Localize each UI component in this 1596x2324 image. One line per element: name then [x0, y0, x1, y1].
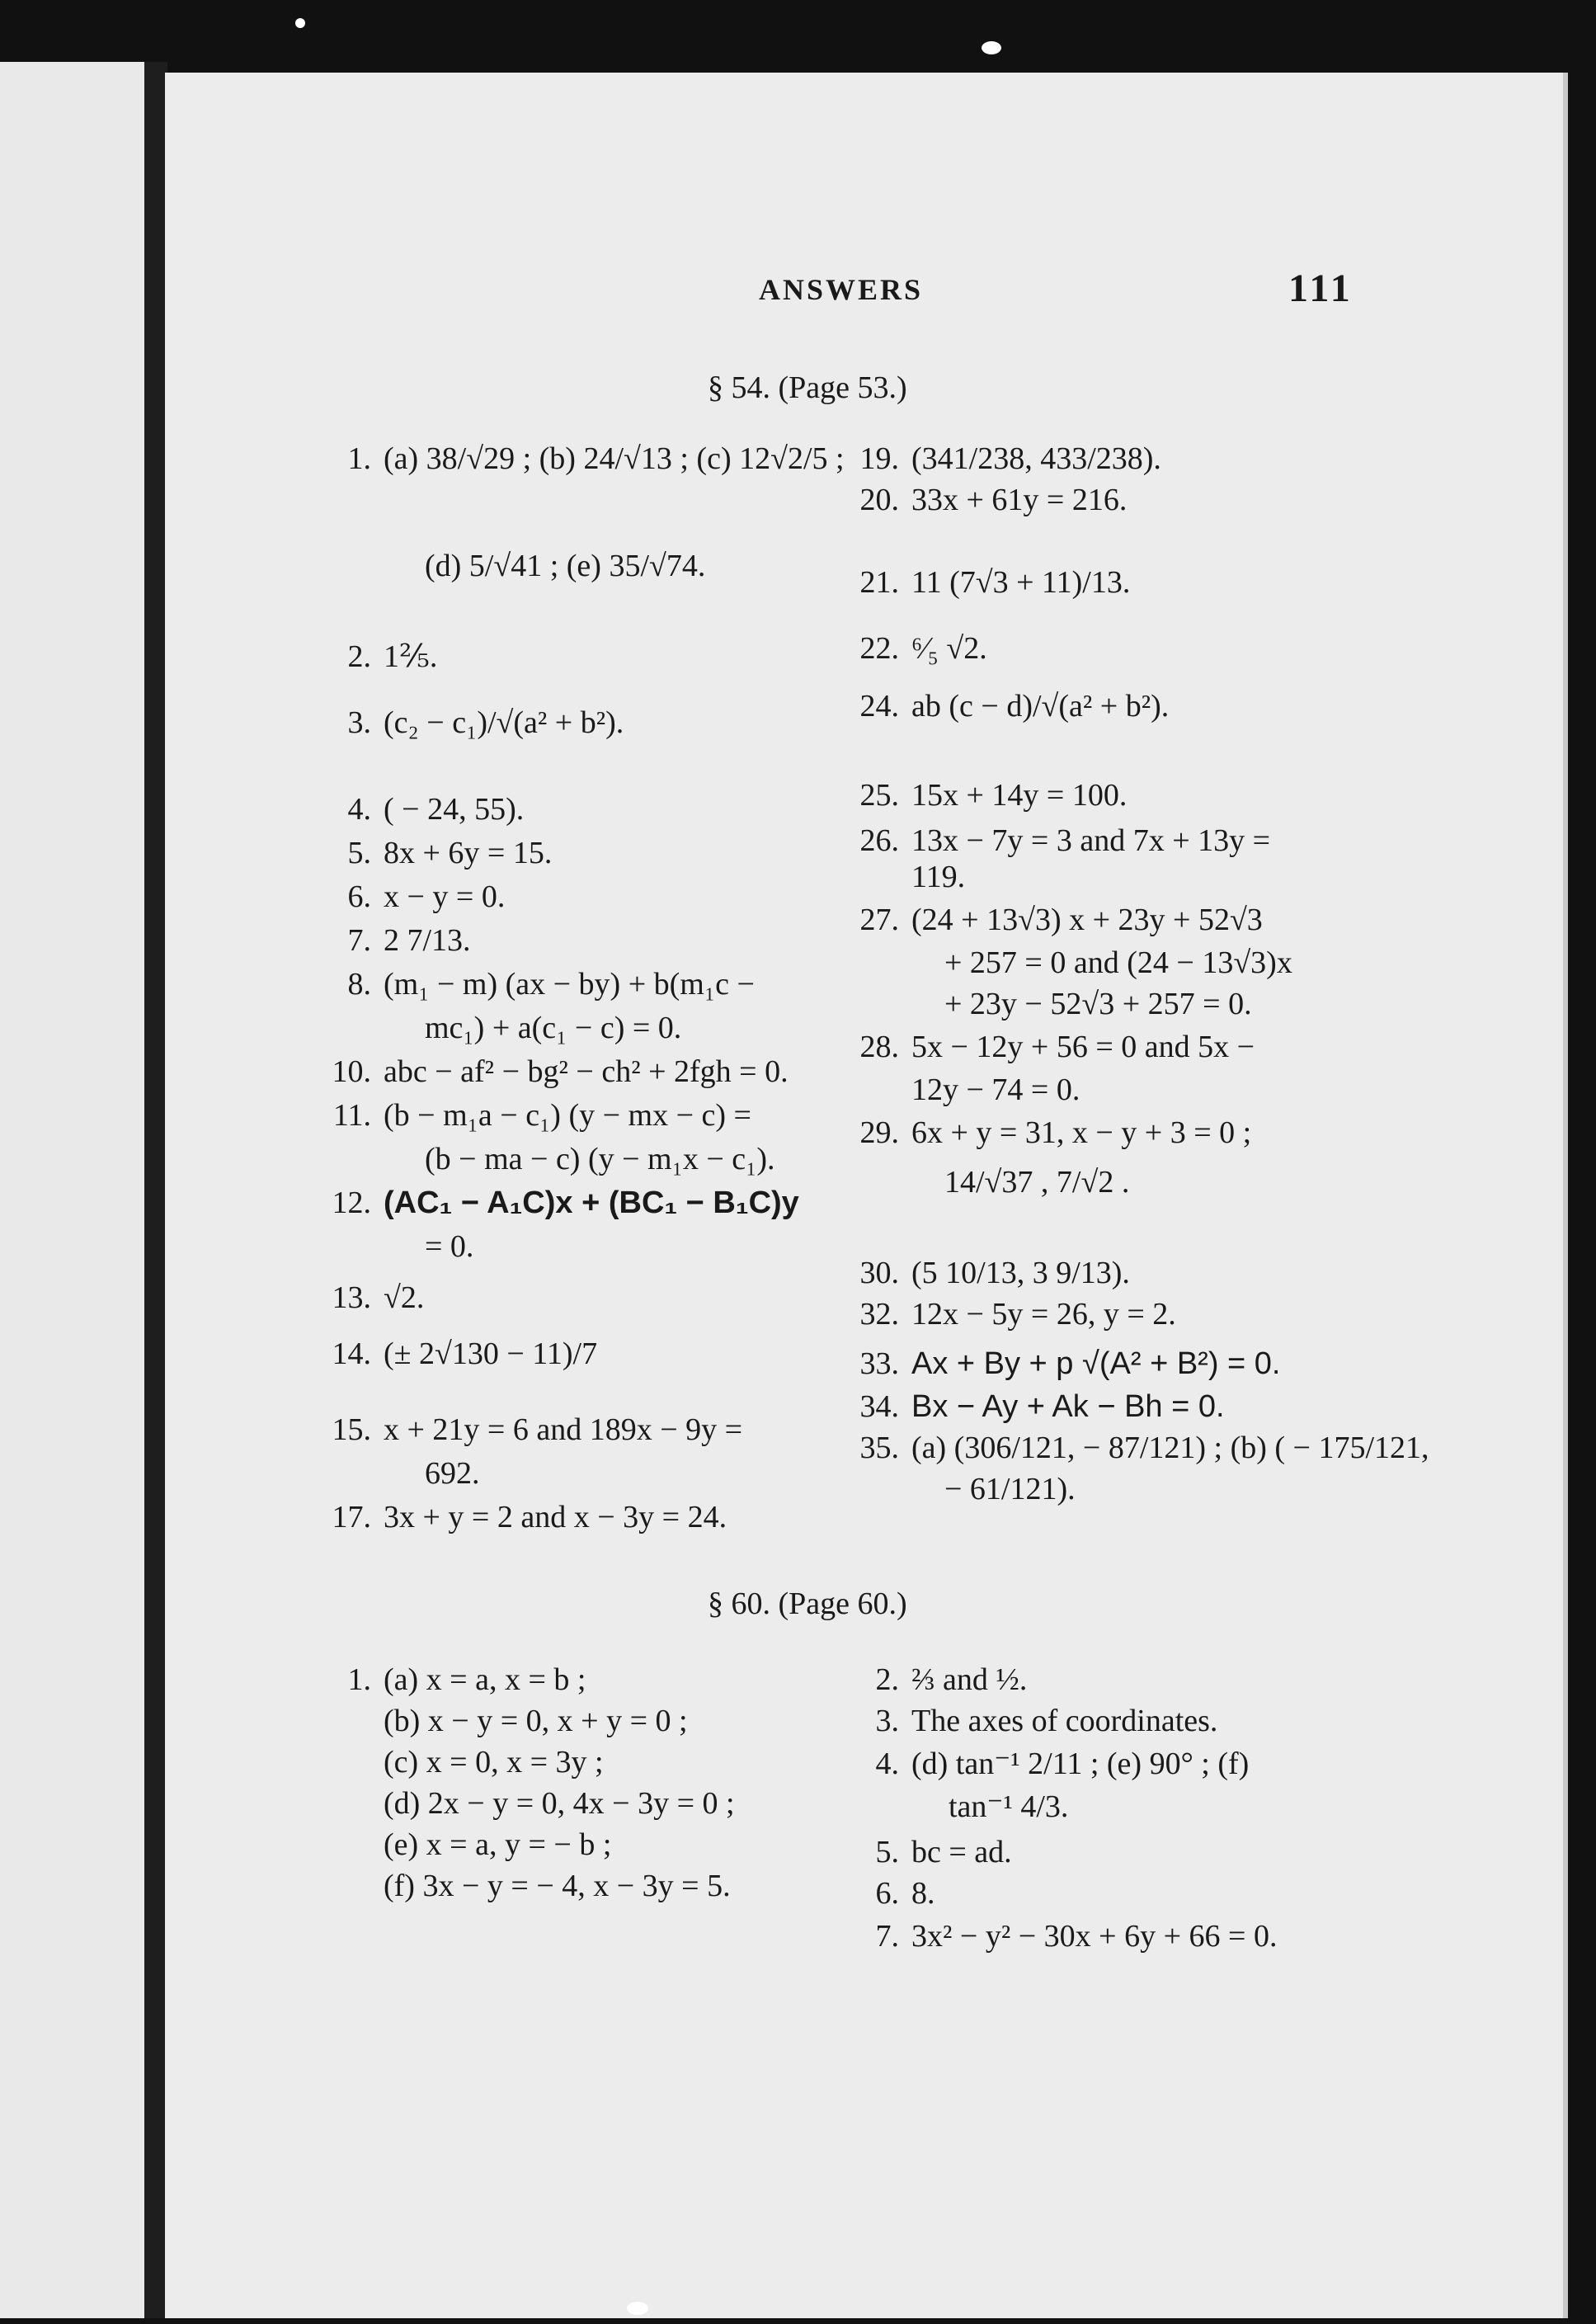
- answer-number: 8.: [347, 967, 371, 1002]
- answer-item: [330, 1276, 825, 1332]
- answer-item: [854, 856, 1365, 898]
- answer-number: 11.: [332, 1098, 371, 1133]
- answer-text: (d) tan⁻¹ 2/11 ; (e) 90° ; (f): [911, 1747, 1250, 1781]
- answer-text: 5x − 12y + 56 = 0 and 5x −: [911, 1030, 1255, 1064]
- answer-item: [854, 941, 1365, 983]
- answer-text: (m₁ − m) (ax − by) + b(m₁c −: [384, 967, 755, 1002]
- answer-number: 6.: [347, 879, 371, 914]
- answer-text: (b − ma − c) (y − m₁x − c₁).: [425, 1142, 775, 1176]
- scan-speck: [982, 41, 1001, 54]
- answer-number: 5.: [875, 1835, 899, 1869]
- answer-number: 34.: [859, 1389, 899, 1424]
- answer-text: (AC₁ − A₁C)x + (BC₁ − B₁C)y: [384, 1186, 799, 1220]
- answer-number: 7.: [875, 1919, 899, 1954]
- answer-text: (24 + 13√3) x + 23y + 52√3: [911, 903, 1263, 937]
- answer-text: + 23y − 52√3 + 257 = 0.: [944, 987, 1252, 1021]
- answer-number: 26.: [859, 823, 899, 858]
- answer-item: [330, 788, 825, 832]
- answer-item: [854, 1293, 1365, 1342]
- answer-item: [330, 1094, 825, 1138]
- answer-number: 13.: [332, 1280, 371, 1315]
- answer-item: [330, 875, 825, 919]
- answer-item: [330, 1496, 825, 1539]
- answer-text: = 0.: [425, 1229, 474, 1264]
- answer-text: (c) x = 0, x = 3y ;: [384, 1745, 604, 1780]
- answer-text: 12x − 5y = 26, y = 2.: [911, 1297, 1176, 1332]
- answer-item: [854, 1872, 1365, 1915]
- answer-item: [854, 819, 1365, 856]
- section-60-right-column: [854, 1658, 1365, 1956]
- answer-text: (b − m₁a − c₁) (y − mx − c) =: [384, 1098, 751, 1133]
- answer-item: [330, 1658, 825, 1699]
- answer-item: [330, 832, 825, 875]
- answer-number: 6.: [875, 1876, 899, 1911]
- answer-number: 10.: [332, 1054, 371, 1089]
- answer-text: x + 21y = 6 and 189x − 9y =: [384, 1412, 743, 1447]
- book-gutter: [144, 62, 167, 2318]
- answer-item: [854, 561, 1365, 627]
- answer-text: − 61/121).: [944, 1472, 1076, 1506]
- answer-item: [330, 1782, 825, 1823]
- answer-item: [330, 1741, 825, 1782]
- answer-item: [330, 437, 845, 544]
- answer-number: 14.: [332, 1336, 371, 1371]
- page-edge: [1563, 73, 1568, 2318]
- answer-text: 6x + y = 31, x − y + 3 = 0 ;: [911, 1115, 1252, 1150]
- answer-text: 1⅖.: [384, 639, 438, 674]
- answer-number: 19.: [859, 441, 899, 476]
- answer-text: Bx − Ay + Ak − Bh = 0.: [911, 1389, 1225, 1424]
- answer-item: [854, 774, 1365, 819]
- answer-text: 3x + y = 2 and x − 3y = 24.: [384, 1500, 727, 1534]
- answer-item: [854, 1161, 1365, 1252]
- answer-item: [330, 1050, 825, 1094]
- section-60-left-column: [330, 1658, 825, 1906]
- answer-text: (a) 38/√29 ; (b) 24/√13 ; (c) 12√2/5 ;: [384, 441, 845, 476]
- answer-text: √2.: [384, 1280, 425, 1315]
- answer-number: 35.: [859, 1431, 899, 1465]
- answer-text: (a) x = a, x = b ;: [384, 1662, 586, 1697]
- answer-text: 14/√37 , 7/√2 .: [944, 1165, 1130, 1200]
- answer-number: 3.: [347, 705, 371, 740]
- answer-text: 3x² − y² − 30x + 6y + 66 = 0.: [911, 1919, 1278, 1954]
- answer-text: 11 (7√3 + 11)/13.: [911, 565, 1131, 600]
- answer-item: [330, 1181, 825, 1225]
- answer-number: 4.: [875, 1747, 899, 1781]
- answer-text: mc₁) + a(c₁ − c) = 0.: [425, 1011, 682, 1045]
- answer-text: 119.: [911, 860, 966, 894]
- answer-number: 21.: [859, 565, 899, 600]
- answer-number: 33.: [859, 1346, 899, 1381]
- answer-number: 22.: [859, 631, 899, 666]
- answer-number: 29.: [859, 1115, 899, 1150]
- answer-text: ( − 24, 55).: [384, 792, 525, 827]
- answer-text: 33x + 61y = 216.: [911, 483, 1128, 517]
- answer-item: [854, 1658, 1365, 1699]
- answer-text: 13x − 7y = 3 and 7x + 13y =: [911, 823, 1271, 858]
- answer-item: [854, 1068, 1365, 1111]
- answer-item: [854, 1426, 1429, 1468]
- answer-item: [854, 1785, 1365, 1831]
- answer-number: 15.: [332, 1412, 371, 1447]
- answer-text: tan⁻¹ 4/3.: [949, 1789, 1069, 1824]
- answer-number: 1.: [347, 441, 371, 476]
- answer-number: 2.: [347, 639, 371, 674]
- section-60-heading: § 60. (Page 60.): [708, 1586, 907, 1621]
- section-54-right-column: [854, 437, 1429, 1509]
- answer-text: (d) 5/√41 ; (e) 35/√74.: [425, 549, 706, 583]
- answer-number: 27.: [859, 903, 899, 937]
- answer-text: ⁶⁄₅ √2.: [911, 631, 987, 666]
- answer-text: x − y = 0.: [384, 879, 506, 914]
- answer-text: (5 10/13, 3 9/13).: [911, 1256, 1130, 1290]
- answer-text: (c₂ − c₁)/√(a² + b²).: [384, 705, 624, 740]
- answer-number: 5.: [347, 836, 371, 870]
- answer-number: 7.: [347, 923, 371, 958]
- answer-text: 8x + 6y = 15.: [384, 836, 553, 870]
- answer-text: (a) (306/121, − 87/121) ; (b) ( − 175/121,: [911, 1431, 1429, 1465]
- answer-item: [854, 1252, 1365, 1293]
- answer-text: + 257 = 0 and (24 − 13√3)x: [944, 945, 1292, 980]
- answer-item: [330, 1408, 825, 1452]
- answer-text: ⅔ and ½.: [911, 1662, 1028, 1697]
- answer-text: (± 2√130 − 11)/7: [384, 1336, 598, 1371]
- answer-text: abc − af² − bg² − ch² + 2fgh = 0.: [384, 1054, 789, 1089]
- answer-text: 15x + 14y = 100.: [911, 778, 1128, 813]
- answer-item: [854, 1831, 1365, 1872]
- answer-item: [330, 1332, 825, 1408]
- answer-item: [854, 1699, 1365, 1742]
- answer-number: 32.: [859, 1297, 899, 1332]
- answer-item: [330, 1006, 825, 1050]
- answer-number: 4.: [347, 792, 371, 827]
- answer-item: [330, 701, 825, 788]
- answer-item: [854, 1025, 1365, 1068]
- answer-text: 692.: [425, 1456, 480, 1491]
- answer-item: [330, 544, 825, 635]
- answer-text: (f) 3x − y = − 4, x − 3y = 5.: [384, 1869, 731, 1903]
- answer-number: 3.: [875, 1704, 899, 1738]
- answer-item: [330, 1138, 825, 1181]
- answer-text: The axes of coordinates.: [911, 1704, 1218, 1738]
- answer-item: [330, 635, 825, 701]
- answer-item: [330, 1225, 825, 1276]
- answer-item: [330, 1452, 825, 1496]
- answer-number: 2.: [875, 1662, 899, 1697]
- answer-item: [854, 627, 1365, 685]
- answer-item: [854, 1342, 1365, 1385]
- answer-item: [330, 1864, 825, 1906]
- answer-item: [854, 1111, 1365, 1161]
- answer-item: [854, 1742, 1365, 1785]
- facing-page-edge: [0, 62, 144, 2318]
- answer-item: [854, 1385, 1365, 1426]
- answer-number: 30.: [859, 1256, 899, 1290]
- answer-item: [854, 1915, 1365, 1956]
- answer-number: 1.: [347, 1662, 371, 1697]
- answer-text: (e) x = a, y = − b ;: [384, 1827, 612, 1862]
- answer-text: (341/238, 433/238).: [911, 441, 1161, 476]
- answer-number: 28.: [859, 1030, 899, 1064]
- answer-number: 12.: [332, 1186, 371, 1220]
- scan-speck: [627, 2302, 648, 2315]
- answer-text: (b) x − y = 0, x + y = 0 ;: [384, 1704, 688, 1738]
- page-number: 111: [1288, 266, 1354, 310]
- answer-number: 25.: [859, 778, 899, 813]
- scan-speck: [295, 18, 305, 28]
- answer-text: Ax + By + p √(A² + B²) = 0.: [911, 1346, 1281, 1381]
- answer-number: 24.: [859, 689, 899, 724]
- answer-item: [854, 685, 1365, 774]
- answer-text: 8.: [911, 1876, 935, 1911]
- answer-item: [854, 983, 1365, 1025]
- answer-number: 17.: [332, 1500, 371, 1534]
- answer-item: [330, 1699, 825, 1741]
- answer-text: (d) 2x − y = 0, 4x − 3y = 0 ;: [384, 1786, 735, 1821]
- running-head: ANSWERS: [759, 273, 924, 306]
- answer-number: 20.: [859, 483, 899, 517]
- answer-text: ab (c − d)/√(a² + b²).: [911, 689, 1170, 724]
- answer-text: 12y − 74 = 0.: [911, 1072, 1080, 1107]
- section-54-heading: § 54. (Page 53.): [708, 370, 907, 405]
- answer-item: [330, 919, 825, 963]
- section-54-left-column: [330, 437, 845, 1539]
- answer-item: [854, 898, 1365, 941]
- answer-text: bc = ad.: [911, 1835, 1012, 1869]
- answer-item: [854, 478, 1365, 561]
- answer-text: 2 7/13.: [384, 923, 471, 958]
- answer-item: [330, 1823, 825, 1864]
- answer-item: [330, 963, 825, 1006]
- answer-item: [854, 1468, 1365, 1509]
- answer-item: [854, 437, 1365, 478]
